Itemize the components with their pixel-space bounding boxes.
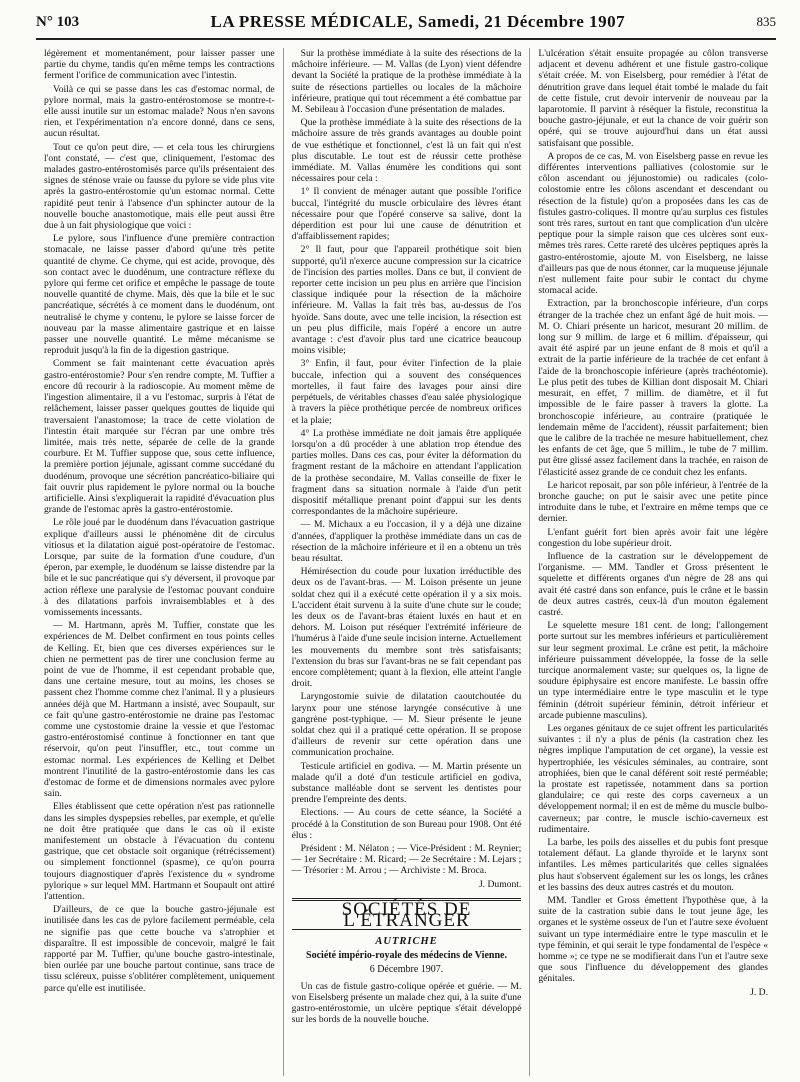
paragraph: MM. Tandler et Gross émettent l'hypothèse que, à la suite de la castration subie dans le tout jeune âge, les organes et le système osseux de l'un et l'autre sexe évoluent suivant un type intermédiaire entre le type masculin et le type féminin, et qui serait le type fondamental de l'espèce « homme »; ce type ne se modifierait dans l'un et l'autre sexe que sous l'influence du développement des glandes génitales. [538, 895, 769, 985]
paragraph: Comment se fait maintenant cette évacuation après gastro-entérostomie? Pour s'en rendre compte, M. Tuffier a encore dû recourir à la radioscopie. Au moment même de l'ingestion alimentaire, il a vu l'estomac, surpris à l'état de relâchement, laisser passer quelques gouttes de liquide qui traversaient l'anastomose; la trace de cette violation de l'intestin était marquée sur l'écran par une ombre très limitée, mais très nette, séparée de celle de la grande courbure. Et M. Tuffier suppose que, sous cette influence, la première portion jéjunale, agissant comme succédané du duodénum, provoque une sécrétion pancréatico-biliaire qui fait ouvrir plus rapidement le pylore normal ou la bouche artificielle. Ainsi s'expliquerait la rapidité d'évacuation plus grande de l'estomac après la gastro-entérostomie. [44, 358, 275, 516]
paragraph: Président : M. Nélaton ; — Vice-Président : M. Reynier; — 1er Secrétaire : M. Ricard; — 2e Secrétaire : M. Lejars ; — Trésorier : M. Arrou ; — Archiviste : M. Broca. [291, 843, 522, 877]
paragraph: 2° Il faut, pour que l'appareil prothétique soit bien supporté, qu'il n'exerce aucune compression sur la cicatrice de l'incision des parties molles. Dans ce but, il convient de reporter cette incision un peu plus en arrière que l'incision classique indiquée pour la résection de la mâchoire inférieure. M. Vallas la fait très bas, au-dessus de l'os hyoïde. Sans doute, avec une telle incision, la résection est un peu plus difficile, mais l'opéré a encore un autre avantage : c'est d'avoir plus tard une cicatrice beaucoup moins visible; [291, 244, 522, 357]
column-1 [36, 48, 283, 1076]
society-name: Société império-royale des médecins de Vienne. [306, 950, 507, 962]
article-paragraph: Hémirésection du coude pour luxation irréductible des deux os de l'avant-bras. — M. Loison présente un jeune soldat chez qui il a exécuté cette opération il y a six mois. L'accident était survenu à la suite d'une chute sur le coude; les deux os de l'avant-bras étaient luxés en haut et en dehors. M. Loison put réséquer l'extrémité inférieure de l'humérus à l'aide d'une seule incision interne. Actuellement les mouvements du membre sont très satisfaisants; l'extension du bras sur l'avant-bras ne se fait cependant pas encore complètement; quant à la flexion, elle atteint l'angle droit. [291, 566, 522, 690]
article-paragraph: Influence de la castration sur le développement de l'organisme. — MM. Tandler et Gross présentent le squelette et différents organes d'un nègre de 28 ans qui avait été castré dans son enfance, puis le crâne et le bassin de deux autres castrés, ceux-là d'un mouton également castré. [538, 550, 769, 618]
author-signature: J. D. [750, 986, 769, 998]
paragraph: Elles établissent que cette opération n'est pas rationnelle dans les simples dyspepsies rebelles, par exemple, et qu'elle ne doit être pratiquée que dans le cas où il existe manifestement un obstacle à l'évacuation du contenu gastrique, que cet obstacle soit organique (rétrécissement) ou simplement fonctionnel (spasme), ce qu'on pourra toujours diagnostiquer d'après l'existence du « syndrome pylorique » sur lequel MM. Hartmann et Soupault ont attiré l'attention. [44, 801, 275, 903]
paragraph: Le rôle joué par le duodénum dans l'évacuation gastrique explique d'ailleurs aussi le phénomène dit de circulus vitiosus et la dilatation aiguë post-opératoire de l'estomac. Lorsque, par suite de la formation d'une coudure, d'un éperon, par exemple, le duodénum se laisse distendre par la bile et le suc pancréatique qui s'y déversent, il provoque par action réflexe une paralysie de l'estomac pouvant conduire à des dilatations parfois invraisemblables et à des vomissements incessants. [44, 517, 275, 618]
text-columns [36, 48, 776, 1076]
paragraph: Le squelette mesure 181 cent. de long; l'allongement porte surtout sur les membres inférieurs et particulièrement sur leur segment proximal. Le crâne est petit, la mâchoire inférieure puissamment développée, la fosse de la selle turcique anormalement vaste; sur quelques os, la ligne de soudure épiphysaire est encore manifeste. Le bassin offre un type intermédiaire entre le type masculin et le type féminin (détroit supérieur féminin, détroit inférieur et arcade pubienne masculins). [538, 620, 769, 721]
paragraph: Voilà ce qui se passe dans les cas d'estomac normal, de pylore normal, mais la gastro-entérostomose se montre-t-elle aussi inutile sur un estomac malade? Nous n'en savons rien, et l'expérimentation n'a encore donné, dans ce sens, aucun résultat. [44, 83, 275, 140]
paragraph: Tout ce qu'on peut dire, — et cela tous les chirurgiens l'ont constaté, — c'est que, cliniquement, l'estomac des malades gastro-entérostomisés parce qu'ils présentaient des signes de sténose vraie ou fausse du pylore se vide plus vite après la gastro-entérostomie qu'un estomac normal. Cette rapidité peut tenir à l'absence d'un sphincter autour de la nouvelle bouche anastomotique, mais elle peut aussi être due à un fait physiologique que voici : [44, 141, 275, 232]
paragraph: 4° La prothèse immédiate ne doit jamais être appliquée lorsqu'on a dû procéder à une ablation trop étendue des parties molles. Dans ces cas, pour éviter la déformation du fragment restant de la mâchoire en attendant l'application de la prothèse secondaire, M. Vallas conseille de fixer le fragment dans sa situation normale à l'aide d'un petit dispositif métallique prenant point d'appui sur les dents correspondantes de la mâchoire supérieure. [291, 427, 522, 518]
issue-number: N° 103 [36, 13, 80, 30]
article-paragraph: Testicule artificiel en godiva. — M. Martin présente un malade qu'il a doté d'un testicule artificiel en godiva, substance malléable dont se servent les dentistes pour prendre l'empreinte des dents. [291, 760, 522, 806]
paragraph: D'ailleurs, de ce que la bouche gastro-jéjunale est inutilisée dans les cas de pylore facilement perméable, cela ne signifie pas que cette bouche va s'atrophier et disparaître. Il est impossible de concevoir, malgré le fait rapporté par M. Tuffier, qu'une bouche gastro-intestinale, bien ourlée par une bouche partout continue, sans trace de tissu scléreux, puisse s'oblitérer complètement, uniquement parce qu'elle est inutilisée. [44, 904, 275, 994]
masthead [36, 0, 776, 40]
paragraph: Le pylore, sous l'influence d'une première contraction stomacale, ne laisse passer d'abord qu'une très petite quantité de chyme. Ce chyme, qui est acide, provoque, dès son contact avec le duodénum, une contracture réflexe du pylore qui ferme cet orifice et empêche le passage de toute nouvelle quantité de chyme. Mais, dès que la bile et le suc pancréatique, sécrétés à ce moment dans le duodénum, ont neutralisé le chyme y contenu, le pylore se laisse forcer de nouveau par la masse alimentaire gastrique et en laisse passer une nouvelle quantité. Le même mécanisme se reproduit jusqu'à la fin de la digestion gastrique. [44, 233, 275, 357]
paragraph: L'ulcération s'était ensuite propagée au côlon transverse adjacent et devenu adhérent et une fistule gastro-colique s'était créée. M. von Eiselsberg, pour remédier à l'état de dénutrition grave dans lequel était tombé le malade du fait de cette fistule, crut devoir intervenir de nouveau par la laparotomie. Il parvint à réséquer la fistule, reconstitua la bouche gastro-jéjunale, et eut la chance de voir guérir son opéré, qui se trouve aujourd'hui dans un état aussi satisfaisant que possible. [538, 48, 769, 149]
article-paragraph: Laryngostomie suivie de dilatation caoutchoutée du larynx pour une sténose laryngée consécutive à une gangrène post-typhique. — M. Sieur présente le jeune soldat chez qui il a pratiqué cette opération. Il se propose d'ailleurs de revenir sur cette opération dans une communication prochaine. [291, 691, 522, 759]
paragraph: L'enfant guérit fort bien après avoir fait une légère congestion du lobe supérieur droit. [538, 526, 769, 549]
paragraph: légèrement et momentanément, pour laisser passer une partie du chyme, tandis qu'en même temps les contractions ferment l'orifice de communication avec l'intestin. [44, 48, 275, 82]
section-country: AUTRICHE [375, 936, 438, 948]
session-date: 6 Décembre 1907. [369, 963, 444, 975]
column-3 [529, 48, 776, 1076]
article-paragraph: Extraction, par la bronchoscopie inférieure, d'un corps étranger de la trachée chez un enfant âgé de huit mois. — M. O. Chiari présente un haricot, mesurant 20 millim. de long sur 9 millim. de large et 6 millim. d'épaisseur, qui avait été aspiré par un jeune enfant de 8 mois et qu'il a extrait de la partie inférieure de la trachée de cet enfant à l'aide de la bronchoscopie inférieure (après trachéotomie). Le plus petit des tubes de Killian dont disposait M. Chiari mesurait, en effet, 7 millim. de diamètre, et il fut impossible de le faire passer à travers la glotte. La bronchoscopie inférieure, au contraire (pratiquée le lendemain même de l'accident), réussit parfaitement; bien que le calibre de la trachée ne mesure habituellement, chez les enfants de cet âge, que 5 millim., le tube de 7 millim. put être glissé assez facilement dans la trachée, en raison de l'élasticité assez grande de ce conduit chez les enfants. [538, 298, 769, 478]
journal-title: LA PRESSE MÉDICALE, Samedi, 21 Décembre 1907 [210, 12, 626, 31]
article-paragraph: Sur la prothèse immédiate à la suite des résections de la mâchoire inférieure. — M. Vallas (de Lyon) vient défendre devant la Société la pratique de la prothèse immédiate à la suite de résections partielles ou locales de la mâchoire inférieure, pratique qui tout récemment a été combattue par M. Sebileau à l'occasion d'une présentation de malades. [291, 48, 522, 116]
section-title: SOCIÉTÉS DE L'ÉTRANGER [292, 898, 522, 930]
paragraph: — M. Michaux a eu l'occasion, il y a déjà une dizaine d'années, d'appliquer la prothèse immédiate dans un cas de résection de la mâchoire inférieure et il en a obtenu un très beau résultat. [291, 519, 522, 564]
page-number: 835 [756, 14, 776, 29]
author-signature: J. Dumont. [478, 878, 522, 890]
paragraph: — M. Hartmann, après M. Tuffier, constate que les expériences de M. Delbet confirment en tous points celles de Kelling. Et, bien que ces diverses expériences sur le chien ne permettent pas de tirer une conclusion ferme au point de vue de l'homme, il est cependant probable que, dans une certaine mesure, tout au moins, les choses se passent chez l'homme comme chez l'animal. Il y a plusieurs années déjà que M. Hartmann a insisté, avec Soupault, sur ce fait qu'une gastro-entérostomie ne draine pas l'estomac comme une cystostomie draine la vessie et que l'estomac gastro-entérostomisé continue à fonctionner en tant que réservoir, qu'on peut l'insuffler, etc., tout comme un estomac normal. Les expériences de Kelling et Delbet montrent l'inutilité de la gastro-entérostomie dans les cas d'estomac de forme et de dimensions normales avec pylore sain. [44, 620, 275, 800]
paragraph: La barbe, les poils des aisselles et du pubis font presque totalement défaut. La glande thyroïde et le larynx sont infantiles. Les mêmes particularités que celles signalées plus haut s'observent également sur les os longs, les crânes et les bassins des deux autres castrés et du mouton. [538, 837, 769, 893]
paragraph: 3° Enfin, il faut, pour éviter l'infection de la plaie buccale, infection qui a souvent des conséquences mortelles, il faut faire des lavages pour ainsi dire perpétuels, de véritables chasses d'eau salée physiologique à travers la pièce prothétique percée de nombreux orifices et la plaie; [291, 358, 522, 426]
column-2 [283, 48, 530, 1076]
paragraph: Que la prothèse immédiate à la suite des résections de la mâchoire assure de très grands avantages au double point de vue esthétique et fonctionnel, c'est là un fait qui n'est plus discutable. Le tout est de réussir cette prothèse immédiate. M. Vallas énumère les conditions qui sont nécessaires pour cela : [291, 117, 522, 185]
article-paragraph: Elections. — Au cours de cette séance, la Société a procédé à la Constitution de son Bureau pour 1908. Ont été élus : [291, 807, 522, 841]
article-paragraph: Un cas de fistule gastro-colique opérée et guérie. — M. von Eiselsberg présente un malade chez qui, à la suite d'une gastro-entérostomie, un ulcère peptique s'était développé sur les bords de la nouvelle bouche. [291, 980, 522, 1026]
paragraph: 1° Il convient de ménager autant que possible l'orifice buccal, l'intégrité du muscle orbiculaire des lèvres étant nécessaire pour que l'opéré conserve sa salive, dont la déperdition est pour lui une cause de dénutrition et d'affaiblissement rapides; [291, 186, 522, 243]
paragraph: Le haricot reposait, par son pôle inférieur, à l'entrée de la bronche gauche; on put le saisir avec une petite pince introduite dans le tube, et l'extraire en même temps que ce dernier. [538, 479, 769, 525]
paragraph: Les organes génitaux de ce sujet offrent les particularités suivantes : il n'y a plus de pénis (la castration chez les nègres implique l'amputation de cet organe), la vessie est hypertrophiée, les vésicules séminales, au contraire, sont atrophiées, bien que le canal déférent soit resté perméable; la prostate est rapetissée, notamment dans sa portion glandulaire; ce qui reste des corps caverneux a un développement normal; il en est de même du muscle bulbo-caverneux; par contre, le muscle ischio-caverneux est rudimentaire. [538, 722, 769, 835]
paragraph: A propos de ce cas, M. von Eiselsberg passe en revue les différentes interventions palliatives (colostomie sur le côlon ascendant ou jéjunostomie) ou radicales (colo-colostomie entre les côlons ascendant et descendant ou résection de la fistule) qu'on a proposées dans les cas de fistules gastro-coliques. Il montre qu'au surplus ces fistules sont très rares, surtout en tant que complication d'un ulcère peptique pour la simple raison que ces ulcères sont eux-mêmes très rares. Cette rareté des ulcères peptiques après la gastro-entérostomie, ajoute M. von Eiselsberg, ne laisse d'ailleurs pas que de nous étonner, car la muqueuse jéjunale n'est nullement faite pour subir le contact du chyme stomacal acide. [538, 150, 769, 297]
